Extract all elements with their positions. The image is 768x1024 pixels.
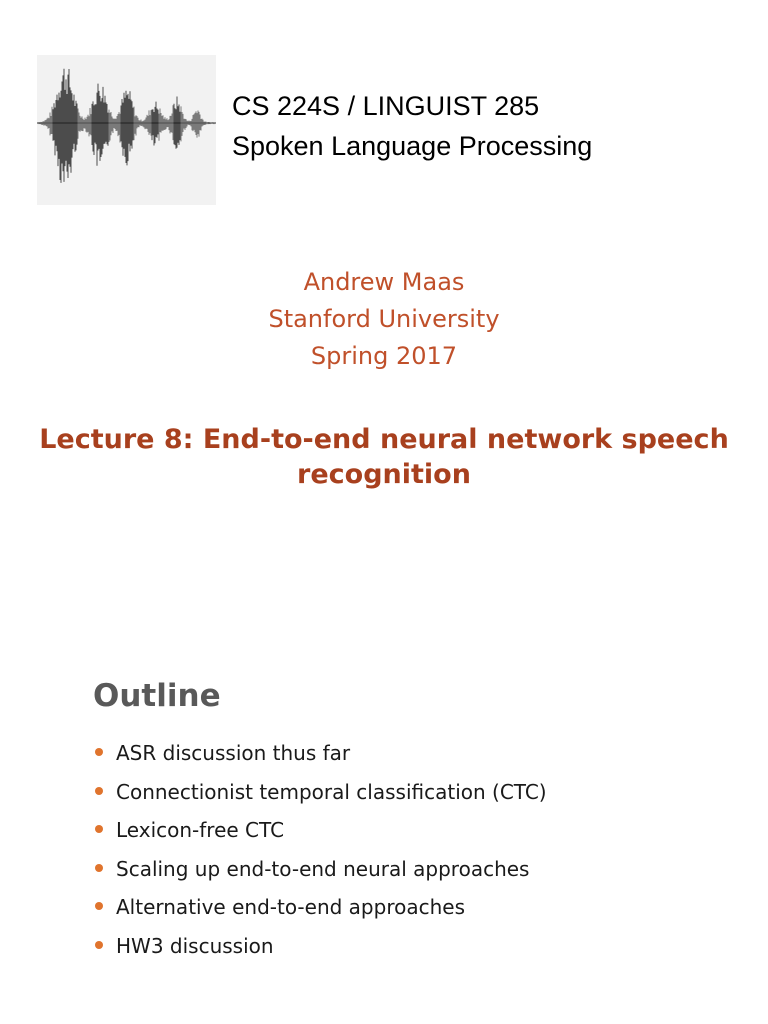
bullet-icon <box>95 787 103 795</box>
outline-item-text: Alternative end-to-end approaches <box>116 895 465 919</box>
bullet-icon <box>95 941 103 949</box>
outline-item <box>94 773 547 812</box>
course-name: Spoken Language Processing <box>232 131 593 161</box>
bullet-icon <box>95 864 103 872</box>
author-block <box>0 264 768 375</box>
outline-item-text: ASR discussion thus far <box>116 741 351 765</box>
outline-item <box>94 850 547 889</box>
course-code: CS 224S / LINGUIST 285 <box>232 91 540 121</box>
bullet-icon <box>95 825 103 833</box>
institution: Stanford University <box>268 305 500 333</box>
outline-item <box>94 811 547 850</box>
outline-item <box>94 927 547 966</box>
outline-item <box>94 734 547 773</box>
lecture-title: Lecture 8: End-to-end neural network speech recognition <box>39 424 729 490</box>
term: Spring 2017 <box>310 342 458 370</box>
outline-slide <box>0 512 768 1024</box>
outline-item-text: Lexicon-free CTC <box>116 818 285 842</box>
outline-list <box>94 734 547 965</box>
outline-item-text: Scaling up end-to-end neural approaches <box>116 856 530 881</box>
course-title <box>232 86 592 166</box>
outline-item-text: HW3 discussion <box>116 933 274 958</box>
bullet-icon <box>95 748 103 756</box>
author-name: Andrew Maas <box>303 268 465 296</box>
bullet-icon <box>95 902 103 910</box>
outline-item-text: Connectionist temporal classification (CTC) <box>116 779 547 804</box>
outline-item <box>94 888 547 927</box>
outline-heading: Outline <box>93 678 221 714</box>
speech-waveform-icon <box>37 55 216 205</box>
